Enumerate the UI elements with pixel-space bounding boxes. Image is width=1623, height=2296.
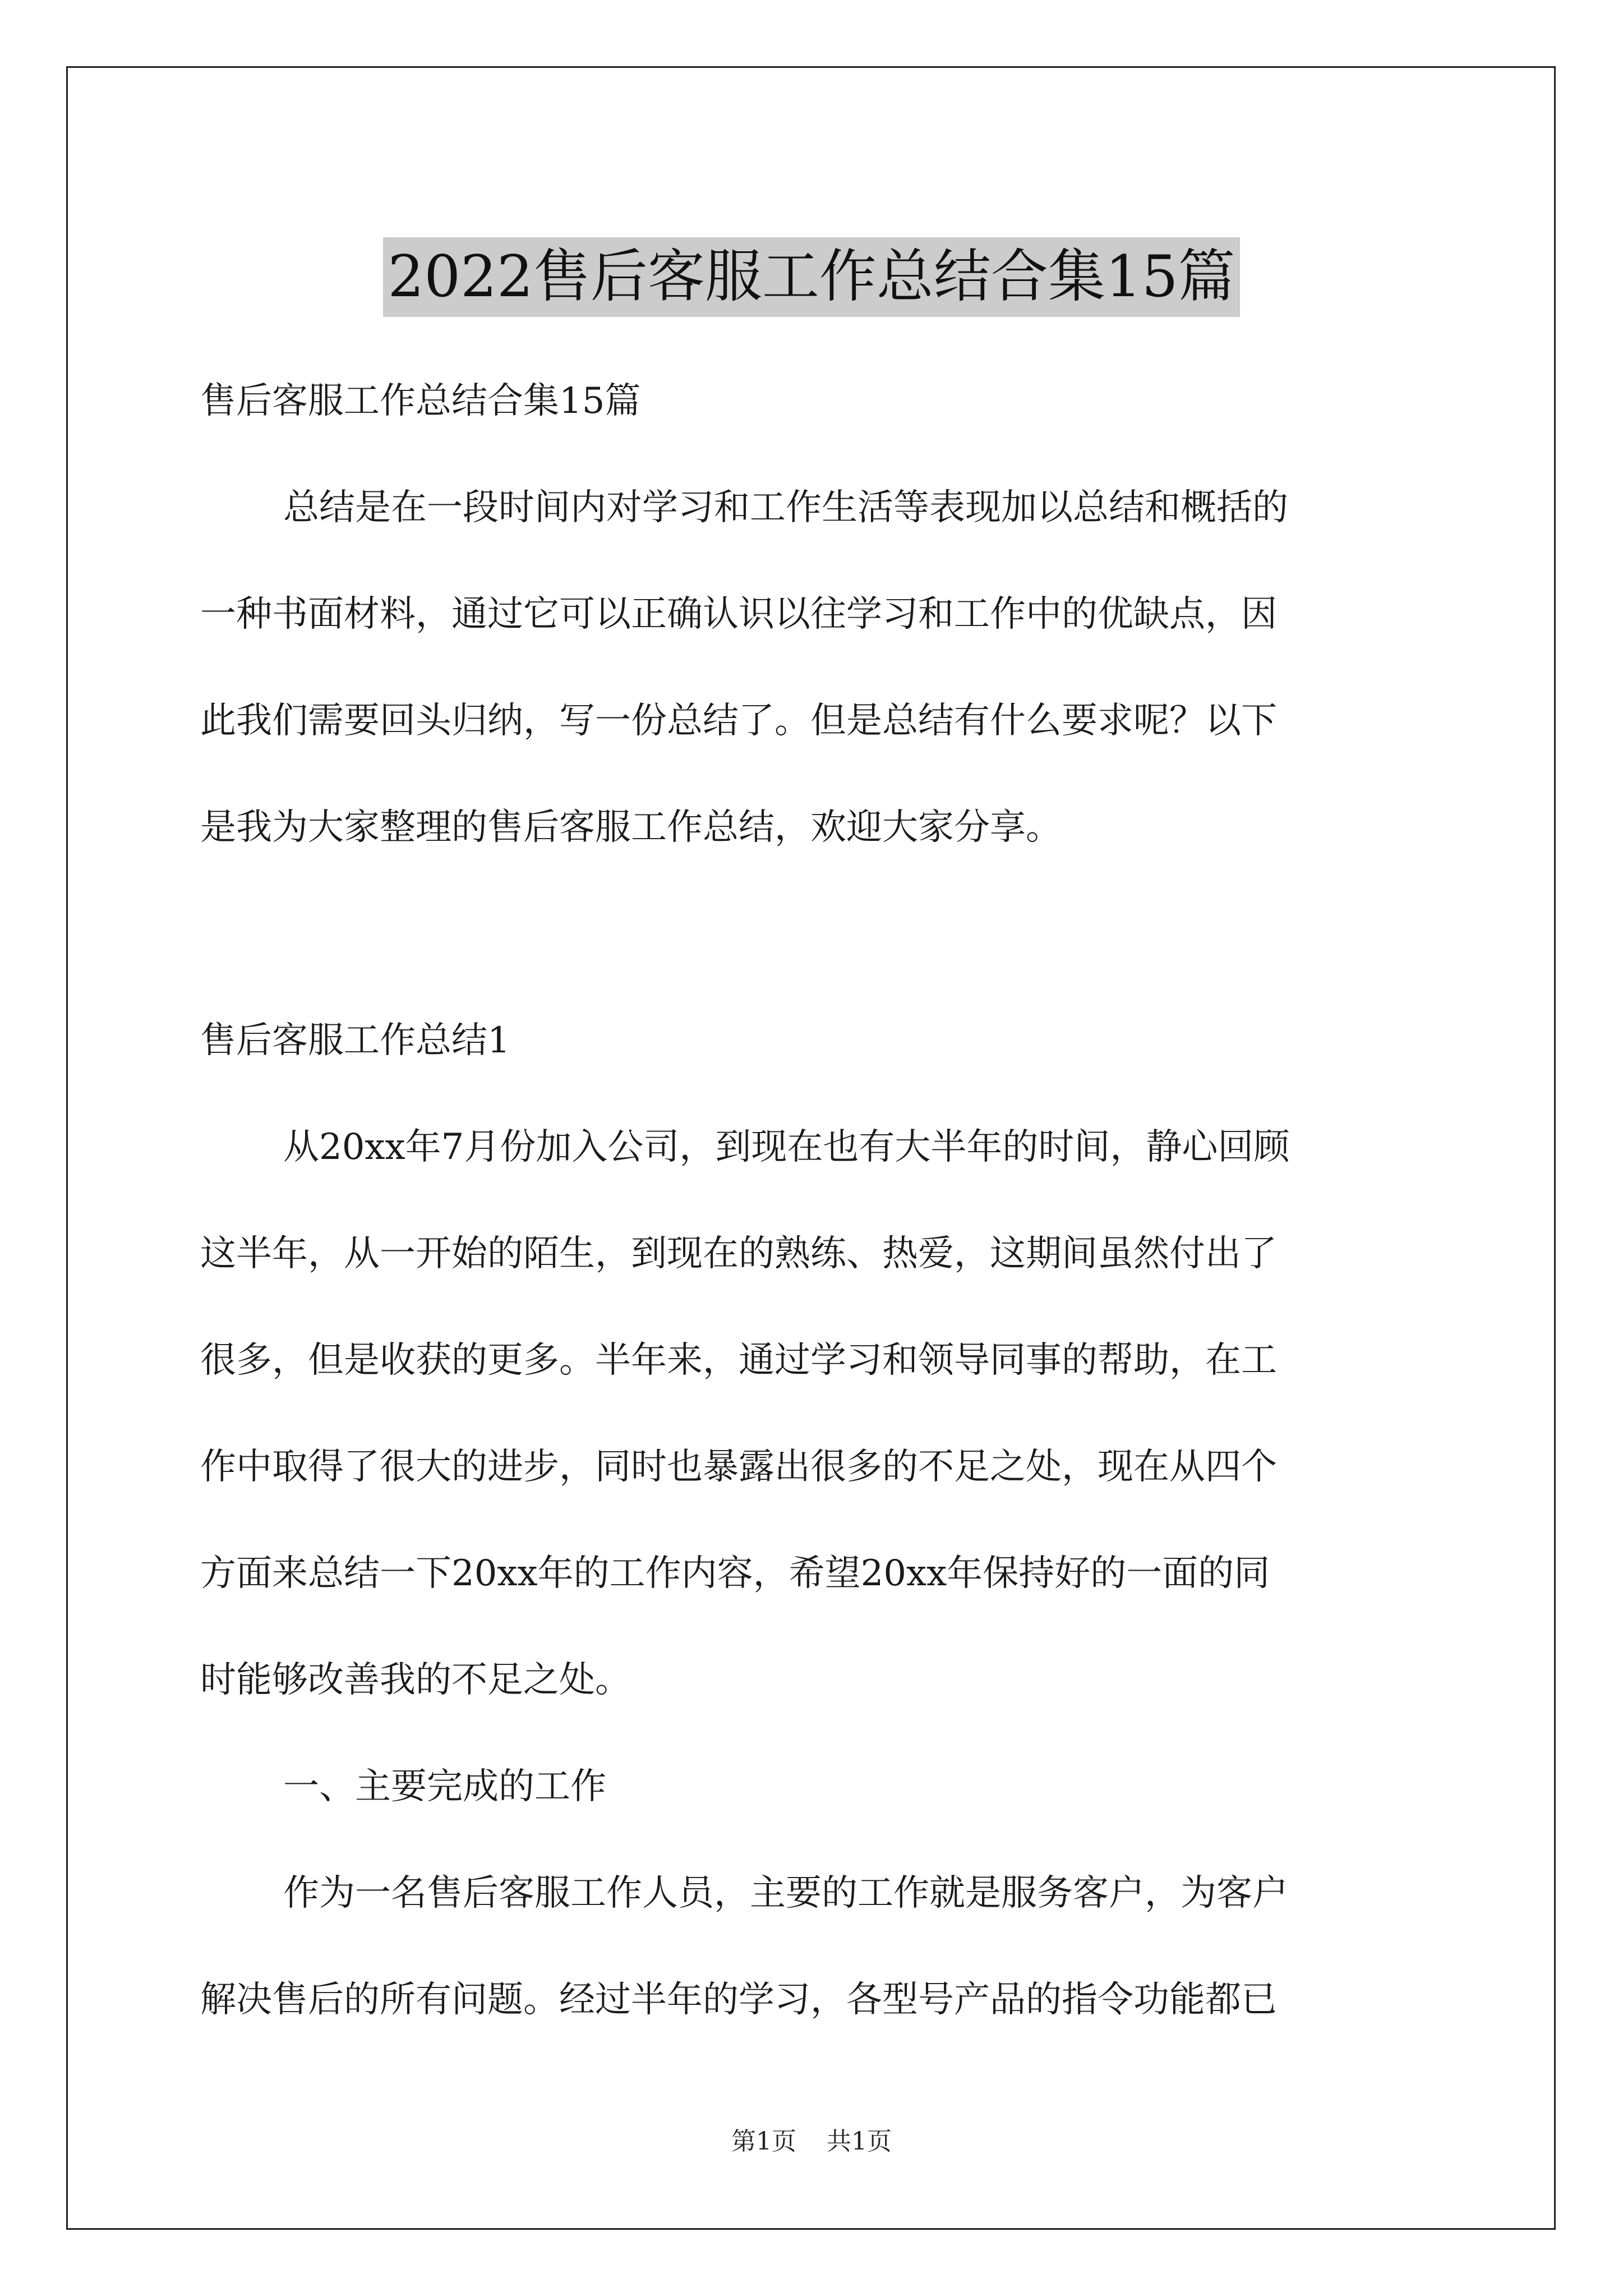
text-line: 方面来总结一下20xx年的工作内容，希望20xx年保持好的一面的同 <box>200 1553 1270 1594</box>
subsection-paragraph <box>200 1840 1423 2053</box>
text-line: 总结是在一段时间内对学习和工作生活等表现加以总结和概括的 <box>283 487 1288 528</box>
text-line: 很多，但是收获的更多。半年来，通过学习和领导同事的帮助，在工 <box>200 1340 1277 1381</box>
section-spacer <box>200 881 1423 987</box>
intro-paragraph <box>200 454 1423 881</box>
page-footer <box>0 2125 1623 2159</box>
section-heading-text: 售后客服工作总结1 <box>200 1020 510 1061</box>
document-subtitle <box>200 348 1423 454</box>
document-title: 2022售后客服工作总结合集15篇 <box>383 237 1239 317</box>
subtitle-line: 售后客服工作总结合集15篇 <box>200 380 641 422</box>
subsection-heading <box>200 1733 1423 1840</box>
text-line: 解决售后的所有问题。经过半年的学习，各型号产品的指令功能都已 <box>200 1979 1277 2021</box>
text-line: 这半年，从一开始的陌生，到现在的熟练、热爱，这期间虽然付出了 <box>200 1233 1277 1274</box>
text-line: 一种书面材料，通过它可以正确认识以往学习和工作中的优缺点，因 <box>200 593 1277 635</box>
text-line: 时能够改善我的不足之处。 <box>200 1659 631 1701</box>
title-container <box>0 199 1623 356</box>
text-line: 此我们需要回头归纳，写一份总结了。但是总结有什么要求呢？以下 <box>200 700 1277 742</box>
section-paragraph <box>200 1094 1423 1733</box>
text-line: 从20xx年7月份加入公司，到现在也有大半年的时间，静心回顾 <box>283 1126 1290 1168</box>
text-line: 是我为大家整理的售后客服工作总结，欢迎大家分享。 <box>200 807 1062 848</box>
document-body <box>200 348 1423 2053</box>
text-line: 作为一名售后客服工作人员，主要的工作就是服务客户，为客户 <box>283 1872 1288 1914</box>
page-number-current: 第1页 <box>731 2127 796 2156</box>
page-number-total: 共1页 <box>827 2127 892 2156</box>
section-heading <box>200 987 1423 1094</box>
text-line: 作中取得了很大的进步，同时也暴露出很多的不足之处，现在从四个 <box>200 1446 1277 1488</box>
subsection-heading-text: 一、主要完成的工作 <box>283 1766 606 1807</box>
